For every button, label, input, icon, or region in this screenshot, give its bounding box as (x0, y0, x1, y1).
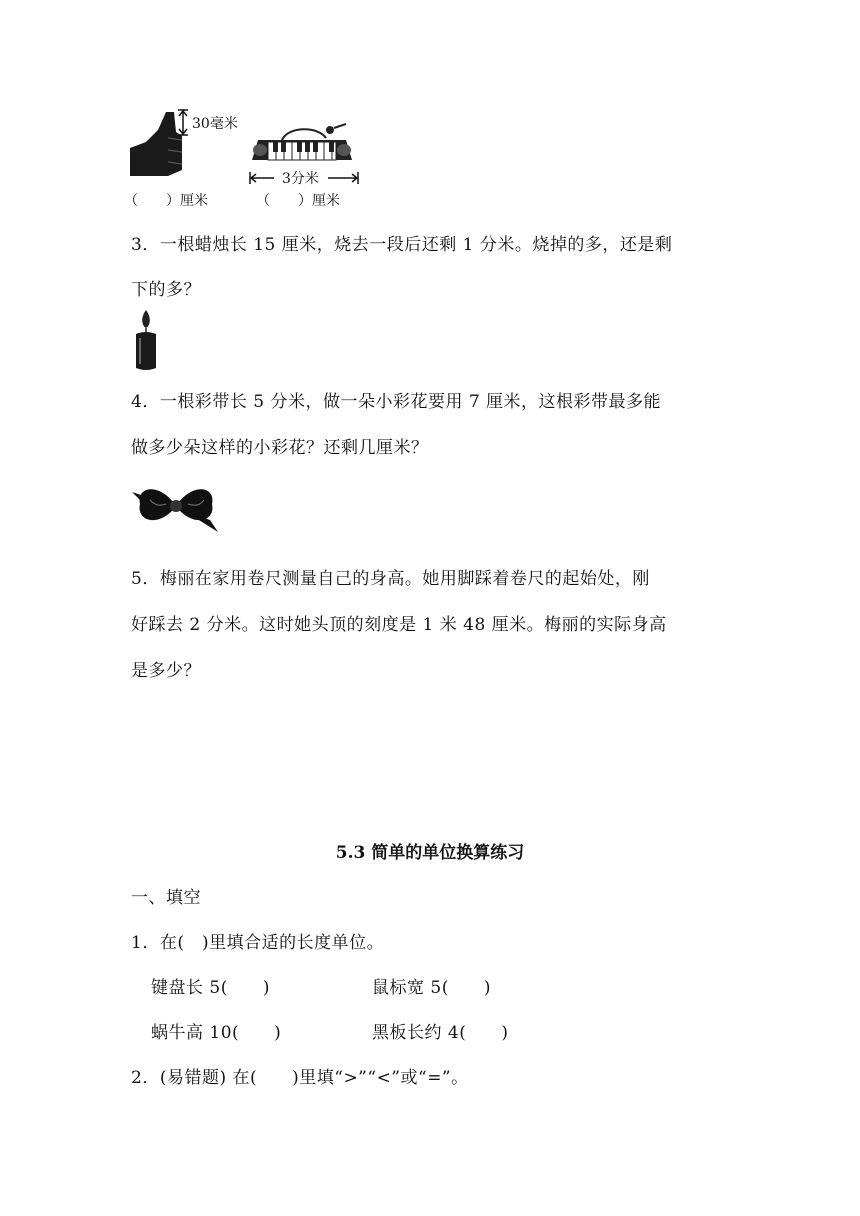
section-title: 5.3 简单的单位换算练习 (335, 843, 525, 863)
problem-5-line2: 好踩去 2 分米。这时她头顶的刻度是 1 米 48 厘米。梅丽的实际身高 (131, 615, 667, 635)
section-heading: 一、填空 (131, 888, 201, 908)
problem-4-line2: 做多少朵这样的小彩花？还剩几厘米？ (131, 438, 429, 458)
problem-5-line1: 5．梅丽在家用卷尺测量自己的身高。她用脚踩着卷尺的起始处，刚 (131, 569, 650, 589)
keyboard-blank: （ ）厘米 (256, 193, 340, 209)
keyboard-measure-label: 3分米 (282, 171, 319, 187)
thumb-measure-label: 30毫米 (192, 116, 238, 132)
q1-item-blackboard: 黑板长约 4( ) (372, 1023, 509, 1043)
candle-image (132, 308, 160, 372)
problem-3-line1: 3．一根蜡烛长 15 厘米，烧去一段后还剩 1 分米。烧掉的多，还是剩 (131, 235, 673, 255)
question-2: 2．(易错题) 在( )里填“>”“<”或“=”。 (131, 1068, 469, 1088)
bow-flower-image (130, 476, 222, 536)
q1-item-keyboard: 键盘长 5( ) (151, 978, 270, 998)
thumb-blank: （ ）厘米 (124, 193, 208, 209)
q1-item-snail: 蜗牛高 10( ) (151, 1023, 282, 1043)
problem-4-line1: 4．一根彩带长 5 分米，做一朵小彩花要用 7 厘米，这根彩带最多能 (131, 392, 662, 412)
problem-3-line2: 下的多？ (131, 280, 201, 300)
problem-5-line3: 是多少？ (131, 661, 201, 681)
q1-item-mouse: 鼠标宽 5( ) (372, 978, 491, 998)
question-1: 1．在( )里填合适的长度单位。 (131, 933, 385, 953)
keyboard-image (248, 120, 356, 168)
thumb-measure-arrow (176, 108, 190, 138)
